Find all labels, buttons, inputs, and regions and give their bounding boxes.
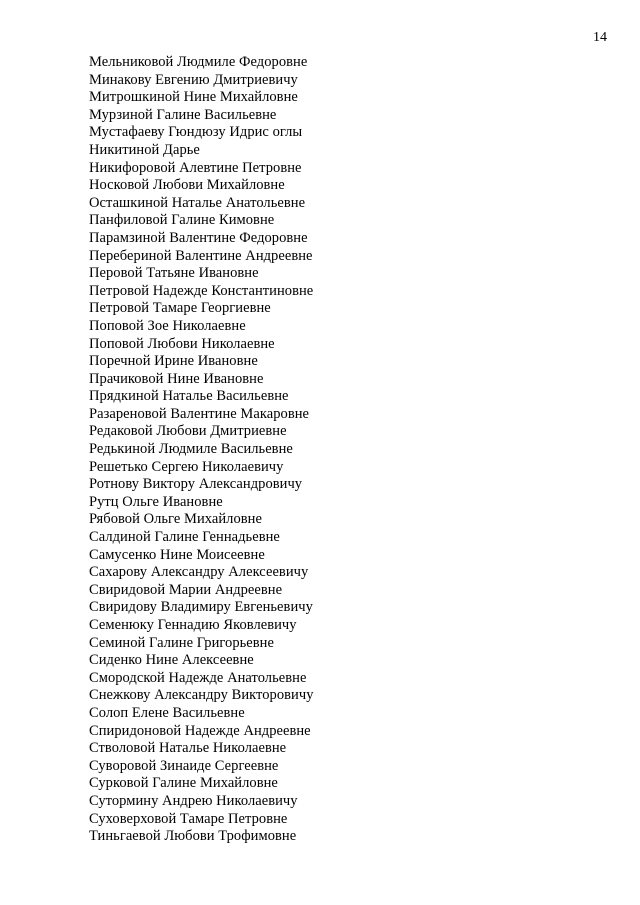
list-item: Редаковой Любови Дмитриевне	[89, 423, 287, 440]
list-item: Смородской Надежде Анатольевне	[89, 669, 307, 686]
list-item: Суховерховой Тамаре Петровне	[89, 810, 288, 827]
list-item: Никитиной Дарье	[89, 141, 200, 158]
list-item: Рутц Ольге Ивановне	[89, 493, 223, 510]
list-item: Суворовой Зинаиде Сергеевне	[89, 757, 279, 774]
list-item: Мельниковой Людмиле Федоровне	[89, 54, 308, 70]
list-item: Поповой Зое Николаевне	[89, 317, 246, 334]
list-item: Самусенко Нине Моисеевне	[89, 546, 265, 563]
list-item: Перебериной Валентине Андреевне	[89, 247, 313, 264]
list-item: Митрошкиной Нине Михайловне	[89, 89, 298, 106]
list-item: Солоп Елене Васильевне	[89, 704, 245, 721]
list-item: Стволовой Наталье Николаевне	[89, 740, 287, 757]
list-item: Панфиловой Галине Кимовне	[89, 212, 275, 229]
list-item: Снежкову Александру Викторовичу	[89, 687, 314, 704]
list-item: Спиридоновой Надежде Андреевне	[89, 722, 311, 739]
list-item: Прядкиной Наталье Васильевне	[89, 388, 289, 405]
list-item: Мурзиной Галине Васильевне	[89, 106, 277, 123]
names-list	[89, 54, 314, 846]
list-item: Мустафаеву Гюндюзу Идрис оглы	[89, 124, 303, 141]
page-number: 14	[593, 30, 607, 45]
list-item: Разареновой Валентине Макаровне	[89, 405, 310, 422]
list-item: Поповой Любови Николаевне	[89, 335, 275, 352]
list-item: Сурковой Галине Михайловне	[89, 775, 278, 792]
list-item: Семенюку Геннадию Яковлевичу	[89, 617, 297, 633]
list-item: Поречной Ирине Ивановне	[89, 353, 258, 370]
list-item: Парамзиной Валентине Федоровне	[89, 229, 308, 246]
list-item: Минакову Евгению Дмитриевичу	[89, 71, 298, 88]
list-item: Редькиной Людмиле Васильевне	[89, 441, 293, 458]
list-item: Решетько Сергею Николаевичу	[89, 458, 284, 475]
list-item: Перовой Татьяне Ивановне	[89, 265, 259, 282]
list-item: Семиной Галине Григорьевне	[89, 634, 274, 651]
list-item: Прачиковой Нине Ивановне	[89, 370, 264, 387]
list-item: Рябовой Ольге Михайловне	[89, 511, 262, 528]
list-item: Тиньгаевой Любови Трофимовне	[89, 828, 297, 845]
list-item: Сутормину Андрею Николаевичу	[89, 792, 298, 809]
list-item: Осташкиной Наталье Анатольевне	[89, 194, 306, 211]
list-item: Сиденко Нине Алексеевне	[89, 652, 254, 669]
list-item: Носковой Любови Михайловне	[89, 177, 285, 194]
list-item: Свиридову Владимиру Евгеньевичу	[89, 599, 313, 616]
list-item: Свиридовой Марии Андреевне	[89, 581, 283, 598]
list-item: Петровой Надежде Константиновне	[89, 282, 314, 299]
list-item: Петровой Тамаре Георгиевне	[89, 300, 271, 317]
list-item: Ротнову Виктору Александровичу	[89, 476, 303, 493]
list-item: Сахарову Александру Алексеевичу	[89, 564, 309, 581]
list-item: Никифоровой Алевтине Петровне	[89, 159, 302, 176]
list-item: Салдиной Галине Геннадьевне	[89, 529, 280, 546]
